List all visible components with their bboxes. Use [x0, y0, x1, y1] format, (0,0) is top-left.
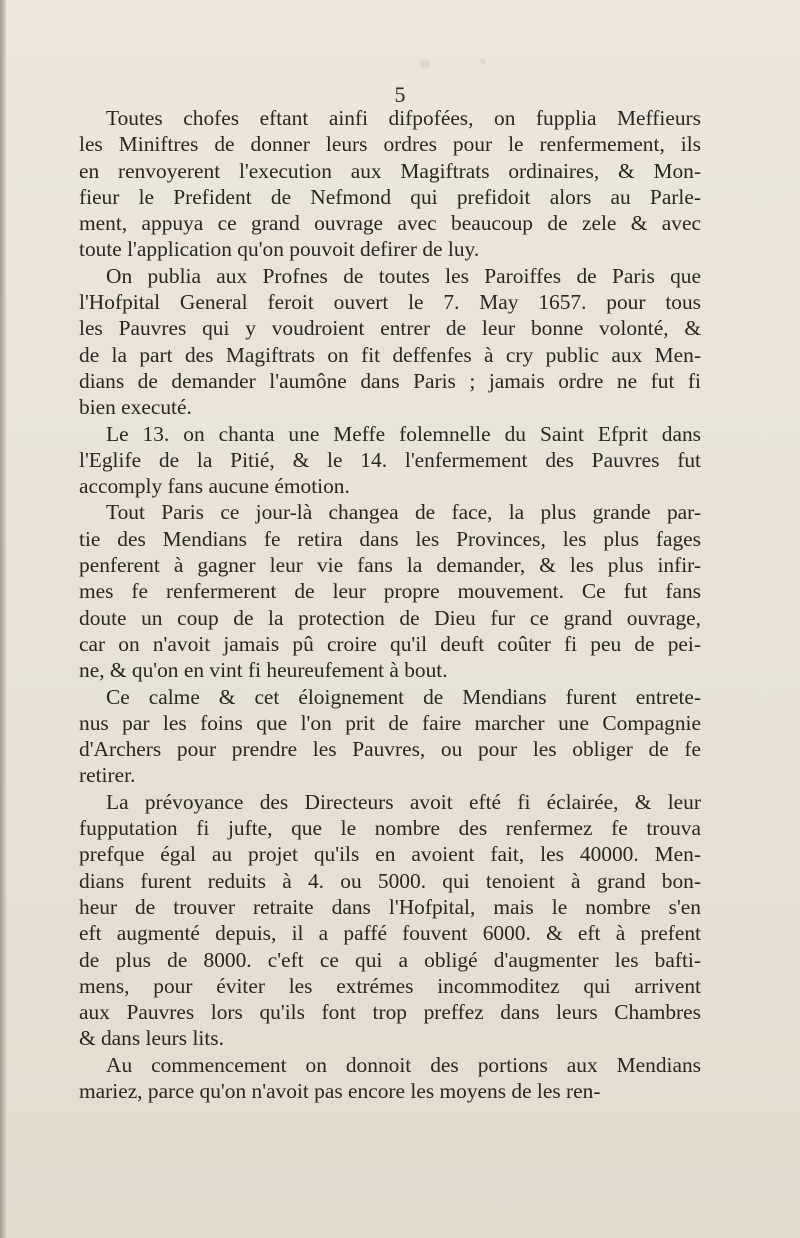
paragraph	[79, 789, 701, 1052]
text-line: dians de demander l'aumône dans Paris ; jamais ordre ne fut fi	[79, 368, 701, 393]
text-line: fieur le Prefident de Nefmond qui prefidoit alors au Parle-	[79, 184, 701, 209]
text-line: prefque égal au projet qu'ils en avoient fait, les 40000. Men-	[79, 842, 701, 867]
text-line: doute un coup de la protection de Dieu fur ce grand ouvrage,	[79, 605, 701, 630]
text-line: bien executé.	[79, 395, 192, 420]
text-line: mes fe renfermerent de leur propre mouvement. Ce fut fans	[79, 579, 701, 604]
paper-stain	[420, 60, 430, 68]
text-line: On publia aux Profnes de toutes les Paroiffes de Paris que	[106, 263, 701, 288]
text-line: de plus de 8000. c'eft ce qui a obligé d'augmenter les bafti-	[79, 947, 701, 972]
paragraph	[79, 105, 701, 263]
paragraph	[79, 263, 701, 421]
paper-stain	[480, 58, 486, 64]
text-line: & dans leurs lits.	[79, 1026, 224, 1051]
text-line: d'Archers pour prendre les Pauvres, ou pour les obliger de fe	[79, 737, 701, 762]
text-line: nus par les foins que l'on prit de faire marcher une Compagnie	[79, 710, 701, 735]
text-line: accomply fans aucune émotion.	[79, 474, 350, 499]
text-line: aux Pauvres lors qu'ils font trop preffez dans leurs Chambres	[79, 1000, 701, 1025]
paragraph	[79, 421, 701, 500]
text-line: Le 13. on chanta une Meffe folemnelle du Saint Efprit dans	[106, 421, 701, 446]
text-line: mens, pour éviter les extrémes incommoditez qui arrivent	[79, 973, 701, 998]
text-line: en renvoyerent l'execution aux Magiftrats ordinaires, & Mon-	[79, 158, 701, 183]
page-number: 5	[394, 82, 406, 107]
text-line: Toutes chofes eftant ainfi difpofées, on fupplia Meffieurs	[106, 106, 701, 130]
body-text	[79, 105, 701, 1104]
text-line: de la part des Magiftrats on fit deffenfes à cry public aux Men-	[79, 342, 701, 367]
text-line: La prévoyance des Directeurs avoit efté fi éclairée, & leur	[106, 789, 701, 814]
paragraph	[79, 1052, 701, 1105]
text-line: heur de trouver retraite dans l'Hofpital, mais le nombre s'en	[79, 894, 701, 919]
text-line: Au commencement on donnoit des portions aux Mendians	[106, 1052, 701, 1077]
paragraph	[79, 684, 701, 789]
text-line: Tout Paris ce jour-là changea de face, la plus grande par-	[106, 500, 701, 525]
text-line: les Miniftres de donner leurs ordres pour le renfermement, ils	[79, 132, 701, 157]
text-line: mariez, parce qu'on n'avoit pas encore les moyens de les ren-	[79, 1078, 601, 1103]
text-line: l'Eglife de la Pitié, & le 14. l'enfermement des Pauvres fut	[79, 447, 701, 472]
paragraph	[79, 499, 701, 683]
text-line: penferent à gagner leur vie fans la demander, & les plus infir-	[79, 553, 701, 578]
text-line: tie des Mendians fe retira dans les Provinces, les plus fages	[79, 526, 701, 551]
text-line: retirer.	[79, 763, 136, 788]
text-line: toute l'application qu'on pouvoit defirer de luy.	[79, 237, 480, 262]
text-line: les Pauvres qui y voudroient entrer de leur bonne volonté, &	[79, 316, 701, 341]
text-line: Ce calme & cet éloignement de Mendians furent entrete-	[106, 684, 701, 709]
text-line: ne, & qu'on en vint fi heureufement à bout.	[79, 658, 448, 683]
text-line: dians furent reduits à 4. ou 5000. qui tenoient à grand bon-	[79, 868, 701, 893]
text-line: l'Hofpital General feroit ouvert le 7. May 1657. pour tous	[79, 290, 701, 315]
text-line: car on n'avoit jamais pû croire qu'il deuft coûter fi peu de pei-	[79, 631, 701, 656]
text-line: ment, appuya ce grand ouvrage avec beaucoup de zele & avec	[79, 211, 701, 236]
text-line: fupputation fi jufte, que le nombre des renfermez fe trouva	[79, 816, 701, 841]
text-line: eft augmenté depuis, il a paffé fouvent 6000. & eft à prefent	[79, 921, 701, 946]
page-binding-edge	[0, 0, 6, 1238]
